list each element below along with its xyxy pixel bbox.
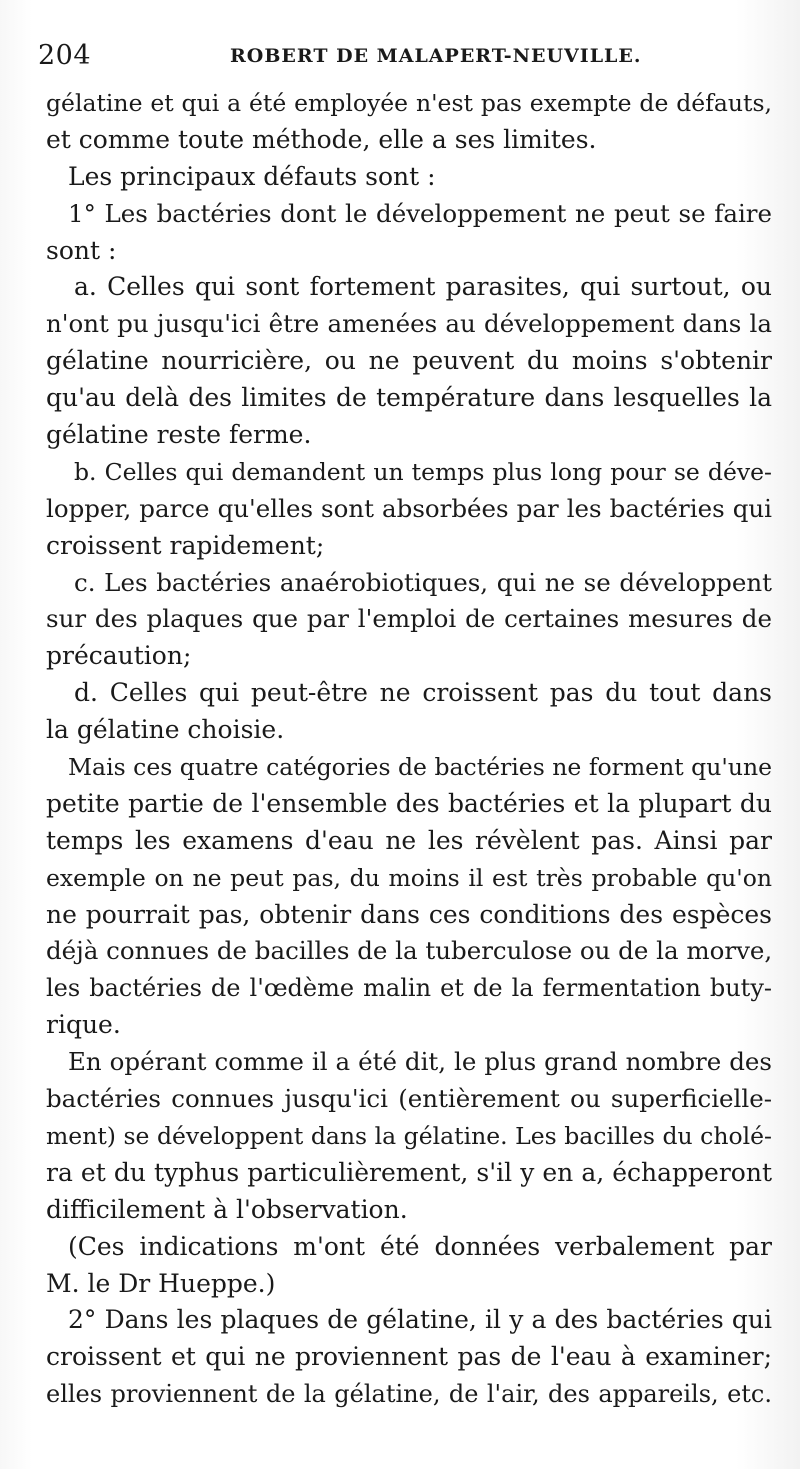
text-line: gélatine reste ferme. xyxy=(46,420,312,450)
text-line: et comme toute méthode, elle a ses limites. xyxy=(46,124,597,154)
text-line: les bactéries de l'œdème malin et de la fermentation buty- xyxy=(46,974,772,1003)
text-line: lopper, parce qu'elles sont absorbées par les bactéries qui xyxy=(46,493,772,523)
text-line: Les principaux défauts sont : xyxy=(68,161,436,191)
text-line: précaution; xyxy=(46,641,192,671)
text-line: sont : xyxy=(46,235,117,265)
text-line: temps les examens d'eau ne les révèlent pas. Ainsi par xyxy=(46,825,772,855)
text-line: Mais ces quatre catégories de bactéries ne forment qu'une xyxy=(68,753,772,782)
body-text xyxy=(46,85,772,1413)
text-line: difficilement à l'observation. xyxy=(46,1194,408,1224)
text-line: bactéries connues jusqu'ici (entièrement ou superficielle- xyxy=(46,1084,772,1114)
text-line: ra et du typhus particulièrement, s'il y en a, échapperont xyxy=(46,1157,772,1187)
text-line: M. le Dr Hueppe.) xyxy=(46,1268,276,1298)
text-line: b. Celles qui demandent un temps plus long pour se déve- xyxy=(74,457,772,486)
text-line: ment) se développent dans la gélatine. Les bacilles du cholé- xyxy=(46,1121,772,1150)
text-line: n'ont pu jusqu'ici être amenées au développement dans la xyxy=(46,309,772,339)
text-line: gélatine et qui a été employée n'est pas exempte de défauts, xyxy=(46,89,772,117)
text-line: croissent rapidement; xyxy=(46,530,325,560)
text-line: c. Les bactéries anaérobiotiques, qui ne se développent xyxy=(74,567,772,597)
running-head: ROBERT DE MALAPERT-NEUVILLE. xyxy=(230,45,642,67)
text-line: croissent et qui ne proviennent pas de l'eau à examiner; xyxy=(46,1342,772,1372)
text-line: petite partie de l'ensemble des bactéries et la plupart du xyxy=(46,788,772,818)
text-line: 2° Dans les plaques de gélatine, il y a des bactéries qui xyxy=(68,1305,772,1335)
page-header xyxy=(38,40,778,76)
text-line: d. Celles qui peut-être ne croissent pas du tout dans xyxy=(74,678,772,708)
page-number: 204 xyxy=(38,40,92,71)
text-line: ne pourrait pas, obtenir dans ces conditions des espèces xyxy=(46,899,772,929)
text-line: exemple on ne peut pas, du moins il est très probable qu'on xyxy=(46,863,772,892)
text-line: rique. xyxy=(46,1010,121,1040)
text-line: a. Celles qui sont fortement parasites, qui surtout, ou xyxy=(74,272,772,302)
text-line: En opérant comme il a été dit, le plus grand nombre des xyxy=(68,1047,772,1077)
text-line: la gélatine choisie. xyxy=(46,715,285,745)
text-line: 1° Les bactéries dont le développement ne peut se faire xyxy=(68,198,772,228)
text-line: qu'au delà des limites de température dans lesquelles la xyxy=(46,383,772,413)
text-line: sur des plaques que par l'emploi de certaines mesures de xyxy=(46,604,772,634)
text-line: gélatine nourricière, ou ne peuvent du moins s'obtenir xyxy=(46,346,772,376)
text-line: déjà connues de bacilles de la tuberculose ou de la morve, xyxy=(46,936,773,966)
text-line: elles proviennent de la gélatine, de l'air, des appareils, etc. xyxy=(46,1380,772,1409)
text-line: (Ces indications m'ont été données verbalement par xyxy=(68,1231,772,1261)
